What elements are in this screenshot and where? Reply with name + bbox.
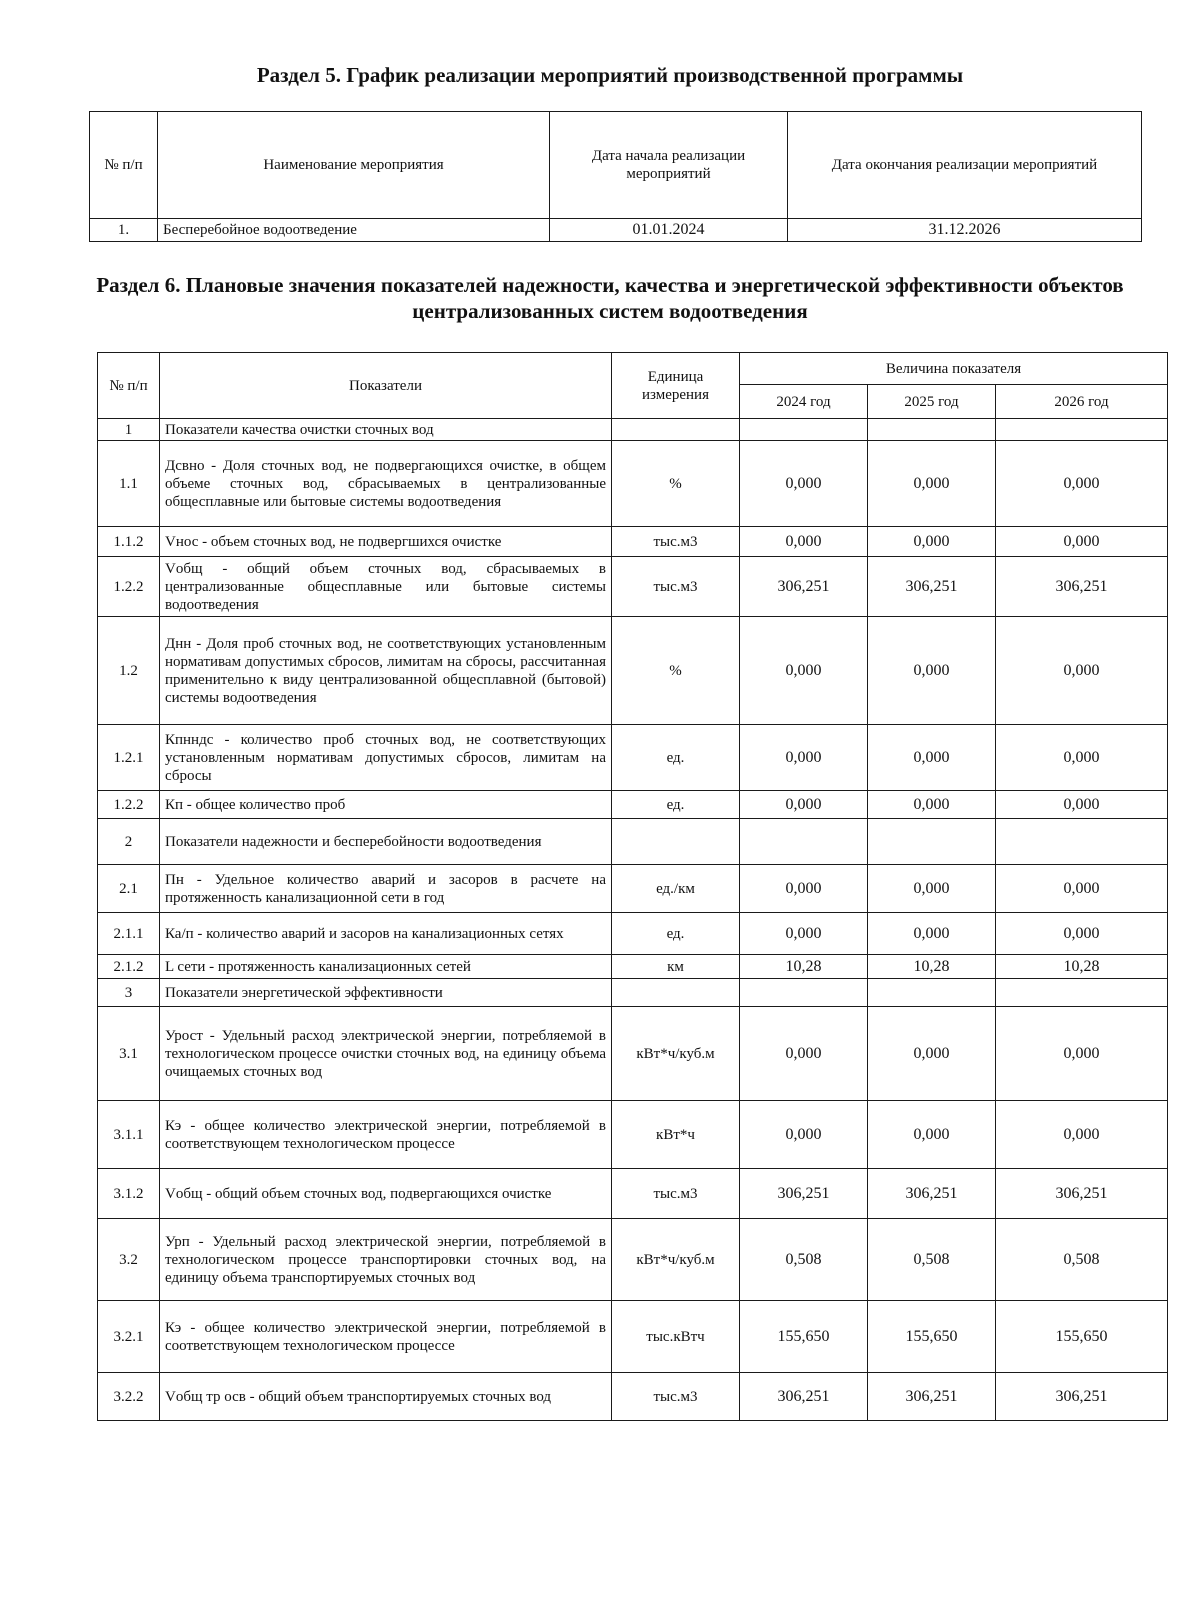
- row-num: 1.1: [98, 441, 160, 527]
- row-indicator-name: Vобщ - общий объем сточных вод, сбрасываемых в централизованные общесплавные или бытовые системы водоотведения: [160, 557, 612, 617]
- row-unit: ед.: [612, 725, 740, 791]
- row-value-2026: 0,000: [996, 791, 1168, 819]
- table-row: [98, 1301, 1168, 1373]
- row-indicator-name: Кэ - общее количество электрической энергии, потребляемой в соответствующем технологическом процессе: [160, 1101, 612, 1169]
- row-value-2025: 0,508: [868, 1219, 996, 1301]
- row-value-2026: 306,251: [996, 557, 1168, 617]
- row-value-2024: 0,508: [740, 1219, 868, 1301]
- row-num: 3.1.1: [98, 1101, 160, 1169]
- row-value-2026: [996, 419, 1168, 441]
- row-value-2026: 306,251: [996, 1373, 1168, 1421]
- row-value-2024: 0,000: [740, 913, 868, 955]
- header-year-2026: 2026 год: [996, 385, 1168, 419]
- row-value-2024: 306,251: [740, 1373, 868, 1421]
- row-num: 3.2: [98, 1219, 160, 1301]
- table-row: [98, 725, 1168, 791]
- row-unit: [612, 979, 740, 1007]
- row-indicator-name: Кп - общее количество проб: [160, 791, 612, 819]
- header-start-date: Дата начала реализации мероприятий: [550, 112, 788, 219]
- table-row: [98, 527, 1168, 557]
- row-indicator-name: Днн - Доля проб сточных вод, не соответствующих установленным нормативам допустимых сбросов, лимитам на сбросы, рассчитанная применительно к виду централизованной общесплавной (бытовой) системы водоотведения: [160, 617, 612, 725]
- indicators-header-row: [98, 353, 1168, 385]
- row-value-2025: 0,000: [868, 725, 996, 791]
- row-value-2025: [868, 419, 996, 441]
- row-value-2025: 0,000: [868, 441, 996, 527]
- row-value-2025: 306,251: [868, 1373, 996, 1421]
- row-value-2025: 0,000: [868, 865, 996, 913]
- row-value-2026: [996, 819, 1168, 865]
- row-unit: тыс.кВтч: [612, 1301, 740, 1373]
- row-num: 3.1.2: [98, 1169, 160, 1219]
- header-num: № п/п: [90, 112, 158, 219]
- row-num: 1.2.2: [98, 557, 160, 617]
- row-indicator-name: Дсвно - Доля сточных вод, не подвергающихся очистке, в общем объеме сточных вод, сбрасываемых в централизованные общесплавные или бытовые системы водоотведения: [160, 441, 612, 527]
- row-value-2024: 306,251: [740, 1169, 868, 1219]
- row-value-2026: 10,28: [996, 955, 1168, 979]
- row-num: 3.2.2: [98, 1373, 160, 1421]
- row-value-2024: 155,650: [740, 1301, 868, 1373]
- row-num: 2.1.1: [98, 913, 160, 955]
- row-unit: %: [612, 441, 740, 527]
- table-row: [98, 955, 1168, 979]
- row-value-2025: 0,000: [868, 617, 996, 725]
- row-num: 1.: [90, 219, 158, 242]
- row-value-2025: 10,28: [868, 955, 996, 979]
- row-unit: кВт*ч/куб.м: [612, 1219, 740, 1301]
- row-value-2025: 0,000: [868, 527, 996, 557]
- row-value-2026: 0,000: [996, 1007, 1168, 1101]
- row-unit: кВт*ч/куб.м: [612, 1007, 740, 1101]
- row-unit: [612, 419, 740, 441]
- table-row: [98, 791, 1168, 819]
- row-indicator-name: Vобщ - общий объем сточных вод, подвергающихся очистке: [160, 1169, 612, 1219]
- table-row: [98, 617, 1168, 725]
- header-unit: Единица измерения: [612, 353, 740, 419]
- row-num: 1.2.2: [98, 791, 160, 819]
- row-unit: %: [612, 617, 740, 725]
- row-num: 3.1: [98, 1007, 160, 1101]
- schedule-header-row: [90, 112, 1142, 219]
- row-value-2025: [868, 979, 996, 1007]
- row-unit: ед./км: [612, 865, 740, 913]
- row-value-2026: 0,508: [996, 1219, 1168, 1301]
- row-num: 3: [98, 979, 160, 1007]
- row-indicator-name: Кэ - общее количество электрической энергии, потребляемой в соответствующем технологическом процессе: [160, 1301, 612, 1373]
- row-indicator-name: Урост - Удельный расход электрической энергии, потребляемой в технологическом процессе очистки сточных вод, на единицу объема очищаемых сточных вод: [160, 1007, 612, 1101]
- row-value-2024: [740, 419, 868, 441]
- row-num: 2.1.2: [98, 955, 160, 979]
- section5-title: Раздел 5. График реализации мероприятий производственной программы: [256, 63, 964, 87]
- indicators-body: [98, 419, 1168, 1421]
- row-num: 2.1: [98, 865, 160, 913]
- row-value-2024: 0,000: [740, 725, 868, 791]
- row-indicator-name: L сети - протяженность канализационных сетей: [160, 955, 612, 979]
- row-value-2025: 306,251: [868, 557, 996, 617]
- header-value: Величина показателя: [740, 353, 1168, 385]
- indicators-table: [97, 352, 1168, 1421]
- row-indicator-name: Ка/п - количество аварий и засоров на канализационных сетях: [160, 913, 612, 955]
- row-indicator-name: Показатели энергетической эффективности: [160, 979, 612, 1007]
- row-num: 1.2.1: [98, 725, 160, 791]
- row-indicator-name: Показатели качества очистки сточных вод: [160, 419, 612, 441]
- row-unit: тыс.м3: [612, 527, 740, 557]
- row-indicator-name: Кпнндс - количество проб сточных вод, не соответствующих установленным нормативам допустимых сбросов, лимитам на сбросы: [160, 725, 612, 791]
- header-end-date: Дата окончания реализации мероприятий: [788, 112, 1142, 219]
- row-value-2026: 0,000: [996, 441, 1168, 527]
- table-row: [98, 819, 1168, 865]
- table-row: [98, 913, 1168, 955]
- table-row: [98, 865, 1168, 913]
- row-value-2025: [868, 819, 996, 865]
- table-row: [98, 557, 1168, 617]
- row-unit: тыс.м3: [612, 1169, 740, 1219]
- section6-title: Раздел 6. Плановые значения показателей надежности, качества и энергетической эффективности объектов централизованных систем водоотведения: [96, 273, 1124, 323]
- row-value-2024: 0,000: [740, 617, 868, 725]
- header-indicators: Показатели: [160, 353, 612, 419]
- row-value-2024: [740, 979, 868, 1007]
- row-value-2024: 0,000: [740, 1007, 868, 1101]
- table-row: [98, 419, 1168, 441]
- row-indicator-name: Показатели надежности и бесперебойности водоотведения: [160, 819, 612, 865]
- row-value-2026: 0,000: [996, 865, 1168, 913]
- row-indicator-name: Vнос - объем сточных вод, не подвергшихся очистке: [160, 527, 612, 557]
- row-value-2026: 155,650: [996, 1301, 1168, 1373]
- row-value-2026: [996, 979, 1168, 1007]
- row-end-date: 31.12.2026: [788, 219, 1142, 242]
- row-value-2026: 0,000: [996, 1101, 1168, 1169]
- row-value-2025: 0,000: [868, 1007, 996, 1101]
- row-unit: км: [612, 955, 740, 979]
- row-unit: кВт*ч: [612, 1101, 740, 1169]
- header-name: Наименование мероприятия: [158, 112, 550, 219]
- row-unit: тыс.м3: [612, 557, 740, 617]
- row-value-2026: 0,000: [996, 725, 1168, 791]
- row-num: 2: [98, 819, 160, 865]
- schedule-table: [89, 111, 1142, 242]
- row-value-2026: 0,000: [996, 527, 1168, 557]
- table-row: [98, 1373, 1168, 1421]
- row-unit: ед.: [612, 791, 740, 819]
- row-start-date: 01.01.2024: [550, 219, 788, 242]
- row-value-2025: 0,000: [868, 791, 996, 819]
- row-value-2024: 0,000: [740, 527, 868, 557]
- row-unit: ед.: [612, 913, 740, 955]
- row-value-2024: 0,000: [740, 791, 868, 819]
- row-value-2024: 0,000: [740, 865, 868, 913]
- row-value-2026: 306,251: [996, 1169, 1168, 1219]
- row-num: 1.1.2: [98, 527, 160, 557]
- row-value-2024: [740, 819, 868, 865]
- table-row: [98, 1101, 1168, 1169]
- table-row: [98, 1007, 1168, 1101]
- row-name: Бесперебойное водоотведение: [158, 219, 550, 242]
- row-value-2025: 0,000: [868, 1101, 996, 1169]
- table-row: [90, 219, 1142, 242]
- row-value-2026: 0,000: [996, 617, 1168, 725]
- row-value-2024: 0,000: [740, 441, 868, 527]
- row-num: 1.2: [98, 617, 160, 725]
- row-num: 3.2.1: [98, 1301, 160, 1373]
- header-year-2025: 2025 год: [868, 385, 996, 419]
- table-row: [98, 441, 1168, 527]
- header-year-2024: 2024 год: [740, 385, 868, 419]
- row-unit: [612, 819, 740, 865]
- header-num: № п/п: [98, 353, 160, 419]
- row-value-2026: 0,000: [996, 913, 1168, 955]
- row-indicator-name: Урп - Удельный расход электрической энергии, потребляемой в технологическом процессе транспортировки сточных вод, на единицу объема транспортируемых сточных вод: [160, 1219, 612, 1301]
- row-value-2024: 10,28: [740, 955, 868, 979]
- row-value-2025: 306,251: [868, 1169, 996, 1219]
- table-row: [98, 1169, 1168, 1219]
- table-row: [98, 979, 1168, 1007]
- row-indicator-name: Vобщ тр осв - общий объем транспортируемых сточных вод: [160, 1373, 612, 1421]
- row-value-2024: 0,000: [740, 1101, 868, 1169]
- row-value-2025: 0,000: [868, 913, 996, 955]
- row-value-2025: 155,650: [868, 1301, 996, 1373]
- row-value-2024: 306,251: [740, 557, 868, 617]
- row-indicator-name: Пн - Удельное количество аварий и засоров в расчете на протяженность канализационной сети в год: [160, 865, 612, 913]
- row-unit: тыс.м3: [612, 1373, 740, 1421]
- row-num: 1: [98, 419, 160, 441]
- table-row: [98, 1219, 1168, 1301]
